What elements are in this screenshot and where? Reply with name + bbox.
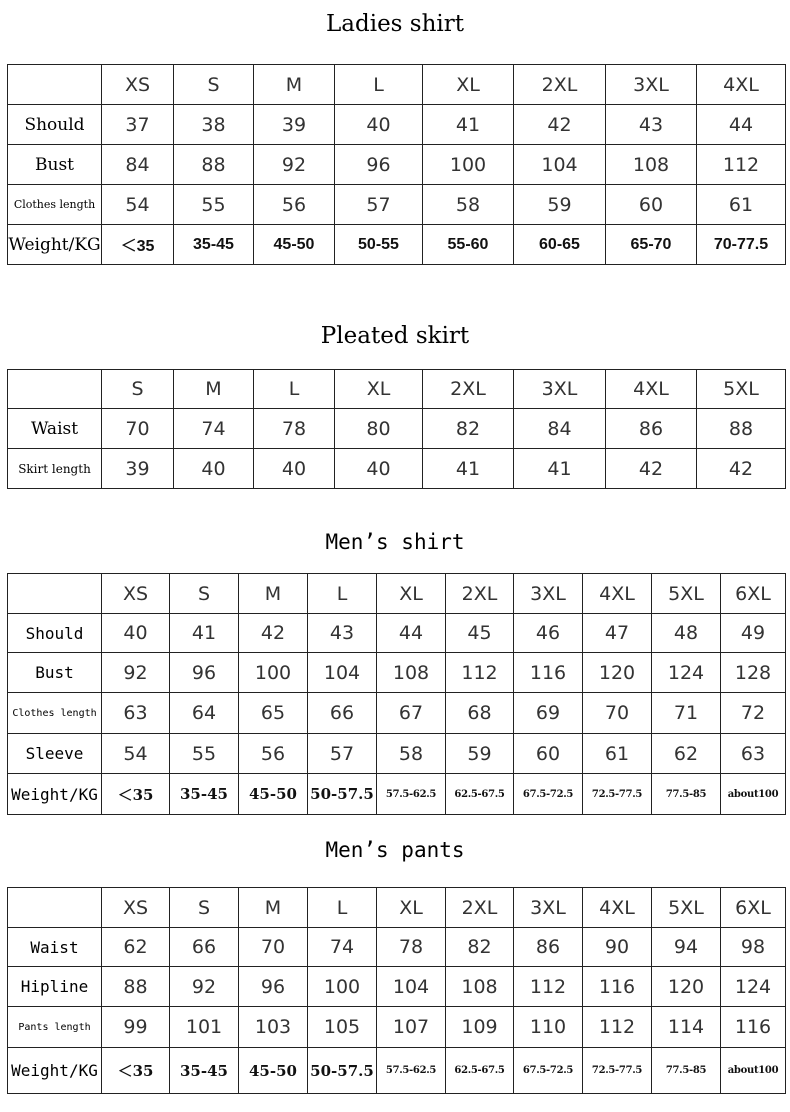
- value-cell: 120: [583, 653, 652, 693]
- row-label: Bust: [8, 145, 102, 185]
- value-cell: 45-50: [239, 774, 308, 815]
- size-cell: 4XL: [697, 65, 786, 105]
- value-cell: 64: [170, 693, 239, 734]
- value-cell: 66: [170, 928, 239, 967]
- size-cell: 3XL: [514, 370, 606, 409]
- size-cell: 3XL: [514, 888, 583, 928]
- value-cell: 45-50: [239, 1048, 308, 1094]
- value-cell: 56: [254, 185, 335, 225]
- value-cell: 90: [583, 928, 652, 967]
- value-cell: 49: [721, 614, 786, 653]
- size-cell: S: [170, 574, 239, 614]
- value-cell: 59: [514, 185, 606, 225]
- size-cell: M: [254, 65, 335, 105]
- value-cell: 58: [423, 185, 514, 225]
- value-cell: 124: [652, 653, 721, 693]
- value-cell: 60: [606, 185, 697, 225]
- value-cell: 112: [514, 967, 583, 1007]
- value-cell: 108: [377, 653, 446, 693]
- size-cell: XS: [102, 65, 174, 105]
- value-cell: 103: [239, 1007, 308, 1048]
- corner-cell: [8, 65, 102, 105]
- size-cell: XS: [102, 574, 170, 614]
- value-cell: 42: [239, 614, 308, 653]
- size-cell: S: [170, 888, 239, 928]
- size-cell: M: [174, 370, 254, 409]
- value-cell: 69: [514, 693, 583, 734]
- value-cell: 67.5-72.5: [514, 1048, 583, 1094]
- value-cell: 57.5-62.5: [377, 1048, 446, 1094]
- value-cell: 96: [239, 967, 308, 1007]
- value-cell: 112: [583, 1007, 652, 1048]
- value-cell: 65-70: [606, 225, 697, 265]
- row-label: Weight/KG: [8, 225, 102, 265]
- value-cell: 39: [102, 449, 174, 489]
- value-cell: 63: [102, 693, 170, 734]
- value-cell: 88: [174, 145, 254, 185]
- size-cell: L: [308, 888, 377, 928]
- table-row: [8, 409, 786, 449]
- table-row: [8, 449, 786, 489]
- value-cell: 72.5-77.5: [583, 1048, 652, 1094]
- row-label: Bust: [8, 653, 102, 693]
- value-cell: 94: [652, 928, 721, 967]
- value-cell: 40: [254, 449, 335, 489]
- table-row: [8, 693, 786, 734]
- value-cell: 57: [308, 734, 377, 774]
- size-cell: 2XL: [423, 370, 514, 409]
- size-cell: 5XL: [652, 574, 721, 614]
- value-cell: 74: [308, 928, 377, 967]
- table-row: [8, 928, 786, 967]
- value-cell: 92: [102, 653, 170, 693]
- row-label: Clothes length: [8, 185, 102, 225]
- row-label: Waist: [8, 928, 102, 967]
- value-cell: 100: [239, 653, 308, 693]
- value-cell: 40: [335, 449, 423, 489]
- value-cell: 104: [308, 653, 377, 693]
- table-row: [8, 653, 786, 693]
- value-cell: 108: [446, 967, 514, 1007]
- value-cell: 116: [721, 1007, 786, 1048]
- size-cell: 2XL: [514, 65, 606, 105]
- size-cell: 3XL: [514, 574, 583, 614]
- size-cell: 4XL: [583, 574, 652, 614]
- table-row: [8, 1048, 786, 1094]
- table-row: [8, 967, 786, 1007]
- value-cell: 63: [721, 734, 786, 774]
- value-cell: 45-50: [254, 225, 335, 265]
- table-header-row: [8, 65, 786, 105]
- value-cell: 62.5-67.5: [446, 774, 514, 815]
- value-cell: 66: [308, 693, 377, 734]
- size-cell: M: [239, 888, 308, 928]
- row-label: Weight/KG: [8, 1048, 102, 1094]
- mens-pants-title: Men’s pants: [325, 838, 465, 862]
- size-cell: L: [254, 370, 335, 409]
- table-row: [8, 1007, 786, 1048]
- value-cell: 96: [170, 653, 239, 693]
- value-cell: 59: [446, 734, 514, 774]
- value-cell: 77.5-85: [652, 774, 721, 815]
- size-cell: L: [308, 574, 377, 614]
- table-header-row: [8, 370, 786, 409]
- value-cell: 55: [170, 734, 239, 774]
- row-label: Sleeve: [8, 734, 102, 774]
- value-cell: 48: [652, 614, 721, 653]
- size-cell: XS: [102, 888, 170, 928]
- size-cell: L: [335, 65, 423, 105]
- table-row: [8, 774, 786, 815]
- value-cell: 88: [102, 967, 170, 1007]
- size-cell: 4XL: [606, 370, 697, 409]
- size-cell: XL: [377, 888, 446, 928]
- value-cell: 100: [308, 967, 377, 1007]
- row-label: Skirt length: [8, 449, 102, 489]
- row-label: Should: [8, 614, 102, 653]
- value-cell: 104: [377, 967, 446, 1007]
- ladies-shirt-title: Ladies shirt: [326, 11, 464, 37]
- size-cell: M: [239, 574, 308, 614]
- value-cell: 57.5-62.5: [377, 774, 446, 815]
- value-cell: 35-45: [170, 774, 239, 815]
- value-cell: about100: [721, 1048, 786, 1094]
- table-header-row: [8, 888, 786, 928]
- ladies-shirt-table: [7, 64, 786, 265]
- value-cell: 35-45: [170, 1048, 239, 1094]
- corner-cell: [8, 888, 102, 928]
- value-cell: 109: [446, 1007, 514, 1048]
- value-cell: 54: [102, 734, 170, 774]
- value-cell: ＜35: [102, 774, 170, 815]
- corner-cell: [8, 574, 102, 614]
- value-cell: 101: [170, 1007, 239, 1048]
- table-row: [8, 185, 786, 225]
- size-cell: 2XL: [446, 574, 514, 614]
- value-cell: 82: [446, 928, 514, 967]
- pleated-skirt-title: Pleated skirt: [320, 323, 470, 349]
- mens-shirt-table: [7, 573, 786, 815]
- size-cell: 2XL: [446, 888, 514, 928]
- row-label: Hipline: [8, 967, 102, 1007]
- value-cell: 80: [335, 409, 423, 449]
- value-cell: 61: [697, 185, 786, 225]
- value-cell: 70: [102, 409, 174, 449]
- value-cell: 112: [446, 653, 514, 693]
- row-label: Pants length: [8, 1007, 102, 1048]
- value-cell: 84: [514, 409, 606, 449]
- value-cell: 41: [423, 105, 514, 145]
- value-cell: 70: [239, 928, 308, 967]
- value-cell: 100: [423, 145, 514, 185]
- value-cell: 72.5-77.5: [583, 774, 652, 815]
- value-cell: 40: [174, 449, 254, 489]
- value-cell: 77.5-85: [652, 1048, 721, 1094]
- value-cell: 67.5-72.5: [514, 774, 583, 815]
- value-cell: 41: [423, 449, 514, 489]
- value-cell: 128: [721, 653, 786, 693]
- size-cell: XL: [377, 574, 446, 614]
- mens-pants-table: [7, 887, 786, 1094]
- row-label: Waist: [8, 409, 102, 449]
- value-cell: 55-60: [423, 225, 514, 265]
- value-cell: 107: [377, 1007, 446, 1048]
- value-cell: 88: [697, 409, 786, 449]
- size-cell: S: [102, 370, 174, 409]
- value-cell: 40: [335, 105, 423, 145]
- table-row: [8, 145, 786, 185]
- table-row: [8, 614, 786, 653]
- value-cell: 116: [514, 653, 583, 693]
- size-cell: 5XL: [652, 888, 721, 928]
- value-cell: 42: [606, 449, 697, 489]
- value-cell: 56: [239, 734, 308, 774]
- corner-cell: [8, 370, 102, 409]
- value-cell: 58: [377, 734, 446, 774]
- value-cell: 42: [514, 105, 606, 145]
- size-cell: 6XL: [721, 574, 786, 614]
- value-cell: 57: [335, 185, 423, 225]
- value-cell: 78: [254, 409, 335, 449]
- size-cell: XL: [423, 65, 514, 105]
- value-cell: 86: [514, 928, 583, 967]
- value-cell: 67: [377, 693, 446, 734]
- value-cell: 92: [170, 967, 239, 1007]
- value-cell: 55: [174, 185, 254, 225]
- value-cell: 114: [652, 1007, 721, 1048]
- value-cell: 41: [514, 449, 606, 489]
- value-cell: 60-65: [514, 225, 606, 265]
- value-cell: 43: [606, 105, 697, 145]
- table-row: [8, 225, 786, 265]
- value-cell: 98: [721, 928, 786, 967]
- value-cell: ＜35: [102, 1048, 170, 1094]
- value-cell: 50-55: [335, 225, 423, 265]
- size-cell: 5XL: [697, 370, 786, 409]
- value-cell: 40: [102, 614, 170, 653]
- value-cell: 44: [697, 105, 786, 145]
- value-cell: 62.5-67.5: [446, 1048, 514, 1094]
- value-cell: 46: [514, 614, 583, 653]
- value-cell: 120: [652, 967, 721, 1007]
- value-cell: 44: [377, 614, 446, 653]
- value-cell: about100: [721, 774, 786, 815]
- mens-shirt-title: Men’s shirt: [325, 530, 465, 554]
- row-label: Weight/KG: [8, 774, 102, 815]
- value-cell: 124: [721, 967, 786, 1007]
- value-cell: 72: [721, 693, 786, 734]
- value-cell: 70-77.5: [697, 225, 786, 265]
- value-cell: 62: [652, 734, 721, 774]
- value-cell: 105: [308, 1007, 377, 1048]
- value-cell: 108: [606, 145, 697, 185]
- row-label: Should: [8, 105, 102, 145]
- value-cell: 41: [170, 614, 239, 653]
- value-cell: 82: [423, 409, 514, 449]
- value-cell: 78: [377, 928, 446, 967]
- value-cell: 62: [102, 928, 170, 967]
- value-cell: 96: [335, 145, 423, 185]
- size-cell: 6XL: [721, 888, 786, 928]
- value-cell: 99: [102, 1007, 170, 1048]
- pleated-skirt-table: [7, 369, 786, 489]
- value-cell: 61: [583, 734, 652, 774]
- size-cell: 3XL: [606, 65, 697, 105]
- size-cell: XL: [335, 370, 423, 409]
- value-cell: 43: [308, 614, 377, 653]
- value-cell: 71: [652, 693, 721, 734]
- value-cell: ＜35: [102, 225, 174, 265]
- value-cell: 35-45: [174, 225, 254, 265]
- value-cell: 42: [697, 449, 786, 489]
- value-cell: 110: [514, 1007, 583, 1048]
- value-cell: 47: [583, 614, 652, 653]
- value-cell: 37: [102, 105, 174, 145]
- value-cell: 68: [446, 693, 514, 734]
- value-cell: 65: [239, 693, 308, 734]
- value-cell: 70: [583, 693, 652, 734]
- value-cell: 39: [254, 105, 335, 145]
- value-cell: 104: [514, 145, 606, 185]
- row-label: Clothes length: [8, 693, 102, 734]
- value-cell: 112: [697, 145, 786, 185]
- value-cell: 38: [174, 105, 254, 145]
- value-cell: 86: [606, 409, 697, 449]
- value-cell: 45: [446, 614, 514, 653]
- value-cell: 60: [514, 734, 583, 774]
- value-cell: 50-57.5: [308, 774, 377, 815]
- size-cell: S: [174, 65, 254, 105]
- table-header-row: [8, 574, 786, 614]
- value-cell: 50-57.5: [308, 1048, 377, 1094]
- table-row: [8, 105, 786, 145]
- value-cell: 74: [174, 409, 254, 449]
- size-cell: 4XL: [583, 888, 652, 928]
- value-cell: 54: [102, 185, 174, 225]
- value-cell: 84: [102, 145, 174, 185]
- table-row: [8, 734, 786, 774]
- value-cell: 116: [583, 967, 652, 1007]
- value-cell: 92: [254, 145, 335, 185]
